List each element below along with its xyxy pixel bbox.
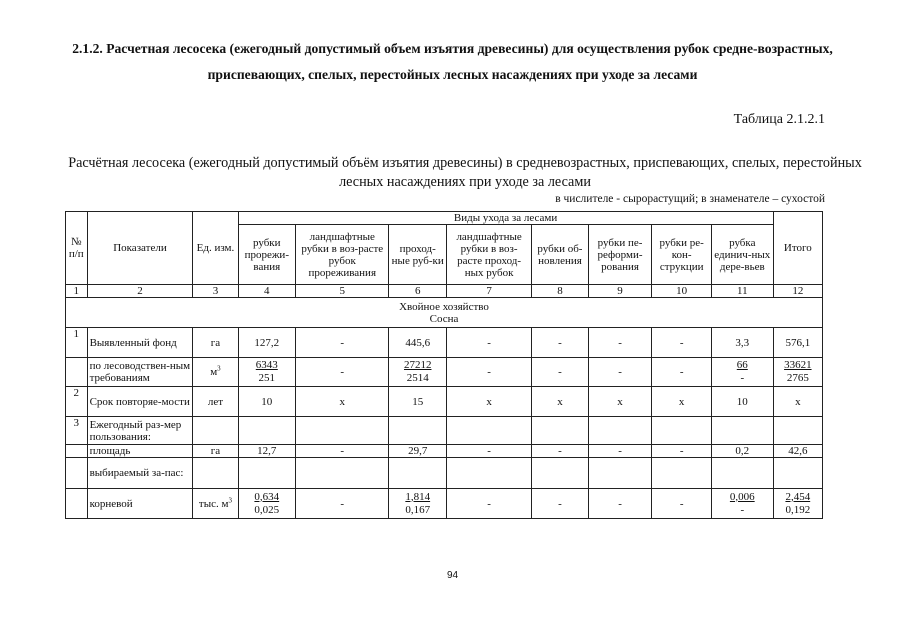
cell: 127,2 — [238, 328, 296, 358]
header-unit: Ед. изм. — [193, 212, 238, 285]
cell: - — [532, 328, 588, 358]
table-row — [66, 417, 823, 445]
cell — [446, 417, 531, 445]
table-row — [66, 328, 823, 358]
cell: - — [532, 489, 588, 519]
header-type: рубки пе-реформи-рования — [588, 225, 652, 285]
row-num: 3 — [66, 417, 88, 445]
numerator: 27212 — [403, 359, 432, 371]
cell: 12,7 — [238, 445, 296, 458]
cell: 3,3 — [711, 328, 773, 358]
table-row — [66, 458, 823, 489]
cell: - — [446, 358, 531, 387]
column-number: 2 — [87, 285, 193, 298]
row-label: Срок повторяе-мости — [87, 387, 193, 417]
cell: х — [588, 387, 652, 417]
header-type: рубки ре-кон-струкции — [652, 225, 712, 285]
header-type: ландшафтные рубки в воз-расте проход-ных рубок — [446, 225, 531, 285]
row-num — [66, 445, 88, 458]
table-caption: Расчётная лесосека (ежегодный допустимый объём изъятия древесины) в средневозрастных, приспевающих, спелых, перестойных лесных насаждениях при уходе за лесами — [68, 155, 862, 190]
cell — [588, 458, 652, 489]
cell: - — [296, 358, 389, 387]
cell: - — [588, 489, 652, 519]
column-number-row — [66, 285, 823, 298]
cell: 10 — [238, 387, 296, 417]
cell — [652, 417, 712, 445]
page-number: 94 — [446, 570, 459, 581]
cell — [652, 458, 712, 489]
denominator: - — [740, 372, 745, 384]
cell: 576,1 — [773, 328, 822, 358]
cell — [711, 417, 773, 445]
numerator: 66 — [736, 359, 748, 371]
row-num: 1 — [66, 328, 88, 358]
row-label: площадь — [87, 445, 193, 458]
column-number: 10 — [652, 285, 712, 298]
cell: 445,6 — [389, 328, 447, 358]
cell — [389, 358, 447, 387]
numerator: 2,454 — [785, 490, 811, 503]
table-row — [66, 445, 823, 458]
section-cell — [66, 298, 823, 328]
row-unit-cell — [193, 358, 238, 387]
row-label: корневой — [87, 489, 193, 519]
cell: - — [446, 445, 531, 458]
header-type: рубка единич-ных дере-вьев — [711, 225, 773, 285]
header-type: рубки об-новления — [532, 225, 588, 285]
table-row — [66, 489, 823, 519]
row-num — [66, 489, 88, 519]
cell: - — [532, 445, 588, 458]
header-total: Итого — [773, 212, 822, 285]
row-unit: лет — [193, 387, 238, 417]
denominator: - — [740, 503, 745, 516]
cell: - — [588, 328, 652, 358]
cell — [773, 417, 822, 445]
header-num: № п/п — [66, 212, 88, 285]
cell — [773, 358, 822, 387]
cell: - — [296, 489, 389, 519]
column-number: 12 — [773, 285, 822, 298]
cell: - — [532, 358, 588, 387]
cell — [296, 417, 389, 445]
harvest-table — [65, 211, 823, 519]
column-number: 9 — [588, 285, 652, 298]
denominator: 0,025 — [254, 503, 280, 516]
column-number: 3 — [193, 285, 238, 298]
table-note: в числителе - сырорастущий; в знаменателе – сухостой — [555, 193, 825, 205]
table-number: Таблица 2.1.2.1 — [733, 112, 825, 127]
cell: - — [296, 328, 389, 358]
row-label: Выявленный фонд — [87, 328, 193, 358]
cell: 29,7 — [389, 445, 447, 458]
numerator: 0,006 — [729, 490, 755, 503]
header-row-group — [66, 212, 823, 225]
cell: - — [446, 328, 531, 358]
header-type: проход-ные руб-ки — [389, 225, 447, 285]
column-number: 4 — [238, 285, 296, 298]
section-row — [66, 298, 823, 328]
cell: 42,6 — [773, 445, 822, 458]
cell: 0,2 — [711, 445, 773, 458]
cell — [238, 417, 296, 445]
cell — [296, 458, 389, 489]
cell: - — [652, 489, 712, 519]
cell — [389, 489, 447, 519]
cell — [389, 458, 447, 489]
column-number: 7 — [446, 285, 531, 298]
cell: х — [296, 387, 389, 417]
cell — [238, 358, 296, 387]
cubed-sup: 3 — [217, 364, 221, 373]
cell — [773, 489, 822, 519]
numerator: 0,634 — [254, 490, 280, 503]
cell — [446, 458, 531, 489]
row-num — [66, 458, 88, 489]
cell: х — [532, 387, 588, 417]
cell — [773, 458, 822, 489]
cell: х — [773, 387, 822, 417]
cell: - — [652, 328, 712, 358]
column-number: 8 — [532, 285, 588, 298]
row-label: по лесоводствен-ным требованиям — [87, 358, 193, 387]
section-heading: 2.1.2. Расчетная лесосека (ежегодный допустимый объем изъятия древесины) для осуществления рубок средне-возрастных, приспевающих, спелых, перестойных лесных насаждениях при уходе за лесами — [72, 41, 833, 82]
denominator: 2514 — [406, 372, 429, 384]
header-indicator: Показатели — [87, 212, 193, 285]
cell: 10 — [711, 387, 773, 417]
row-unit-cell — [193, 489, 238, 519]
column-number: 5 — [296, 285, 389, 298]
header-group: Виды ухода за лесами — [238, 212, 773, 225]
cell — [711, 489, 773, 519]
column-number: 1 — [66, 285, 88, 298]
cell: х — [652, 387, 712, 417]
header-type: ландшафтные рубки в воз-расте рубок прореживания — [296, 225, 389, 285]
row-unit: га — [193, 328, 238, 358]
cell — [532, 458, 588, 489]
cell — [238, 489, 296, 519]
cell: - — [588, 358, 652, 387]
row-unit: м — [210, 366, 218, 378]
cell — [711, 358, 773, 387]
cell — [238, 458, 296, 489]
column-number: 6 — [389, 285, 447, 298]
row-unit: тыс. м — [198, 497, 229, 510]
cell — [193, 417, 238, 445]
cell — [193, 458, 238, 489]
cell — [389, 417, 447, 445]
cell — [532, 417, 588, 445]
cell: - — [652, 445, 712, 458]
denominator: 0,167 — [405, 503, 431, 516]
numerator: 1,814 — [405, 490, 431, 503]
cell: 15 — [389, 387, 447, 417]
header-type: рубки прорежи-вания — [238, 225, 296, 285]
cubed-sup: 3 — [228, 495, 232, 504]
section-economy: Хвойное хозяйство — [399, 300, 489, 313]
row-unit: га — [193, 445, 238, 458]
table-row — [66, 387, 823, 417]
row-num: 2 — [66, 387, 88, 417]
cell: х — [446, 387, 531, 417]
cell: - — [446, 489, 531, 519]
cell: - — [296, 445, 389, 458]
cell: - — [588, 445, 652, 458]
row-label: выбираемый за-пас: — [87, 458, 193, 489]
denominator: 2765 — [786, 372, 809, 384]
row-label: Ежегодный раз-мер пользования: — [87, 417, 193, 445]
column-number: 11 — [711, 285, 773, 298]
section-species: Сосна — [429, 312, 459, 325]
numerator: 33621 — [784, 359, 812, 371]
row-num — [66, 358, 88, 387]
table-row — [66, 358, 823, 387]
denominator: 251 — [258, 372, 276, 384]
cell — [711, 458, 773, 489]
cell — [588, 417, 652, 445]
cell: - — [652, 358, 712, 387]
denominator: 0,192 — [785, 503, 811, 516]
numerator: 6343 — [255, 359, 278, 371]
